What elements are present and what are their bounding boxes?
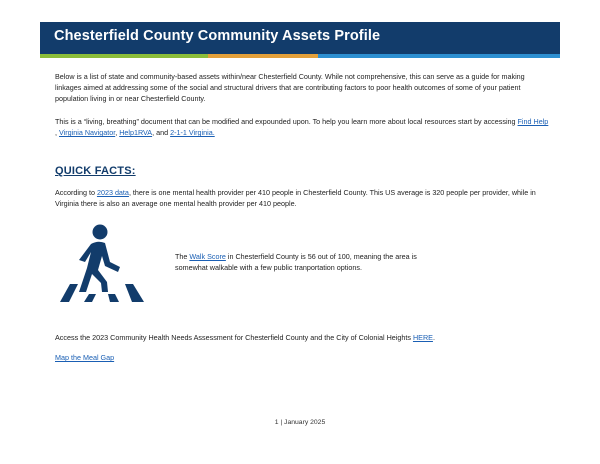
chna-here-link[interactable]: HERE: [412, 333, 433, 342]
living-document-paragraph: [55, 116, 550, 138]
chna-text-after: .: [432, 333, 435, 342]
page-footer: 1 | January 2025: [274, 419, 326, 426]
mental-health-text-after: , there is one mental health provider per 410 people in Chesterfield County. This US average is 320 people per provider, while in Virginia there is also an average one mental health provider per 410 people.: [55, 188, 536, 209]
virginia-navigator-link[interactable]: Virginia Navigator: [59, 128, 116, 138]
meal-gap-paragraph: [55, 352, 550, 363]
page-title: Chesterfield County Community Assets Profile: [54, 28, 381, 44]
intro-paragraph: Below is a list of state and community-based assets within/near Chesterfield County. While not comprehensive, this can serve as a guide for making linkages aimed at addressing some of the social and structural drivers that are contributing factors to poor health outcomes of some of your patient population living in or near Chesterfield County.: [55, 72, 525, 104]
separator: ,: [115, 128, 120, 138]
mental-health-text-before: According to: [55, 188, 97, 197]
separator: , and: [152, 128, 171, 138]
walk-text-after: in Chesterfield County is 56 out of 100, meaning the area is somewhat walkable with a few public tranportation options.: [175, 252, 417, 273]
quick-facts-heading: QUICK FACTS:: [55, 165, 136, 177]
map-the-meal-gap-link[interactable]: Map the Meal Gap: [55, 353, 115, 362]
find-help-link[interactable]: Find Help: [517, 117, 549, 126]
chna-paragraph: [55, 332, 550, 343]
accent-stripe-green: [40, 54, 208, 58]
separator: ,: [55, 128, 59, 138]
walk-score-paragraph: [175, 251, 435, 273]
title-banner: [40, 22, 560, 54]
accent-stripe-orange: [208, 54, 318, 58]
help1rva-link[interactable]: Help1RVA: [119, 128, 153, 138]
mental-health-paragraph: [55, 187, 550, 209]
chna-text-before: Access the 2023 Community Health Needs Assessment for Chesterfield County and the City of Colonial Heights: [55, 333, 413, 342]
211-virginia-link[interactable]: 2-1-1 Virginia.: [170, 128, 215, 138]
walk-text-before: The: [175, 252, 190, 261]
living-doc-text: This is a “living, breathing” document that can be modified and expounded upon. To help you learn more about local resources start by accessing: [55, 117, 518, 126]
pedestrian-crosswalk-icon: [58, 222, 148, 304]
2023-data-link[interactable]: 2023 data: [96, 188, 129, 197]
walk-score-link[interactable]: Walk Score: [189, 252, 226, 261]
accent-stripe-blue: [318, 54, 560, 58]
